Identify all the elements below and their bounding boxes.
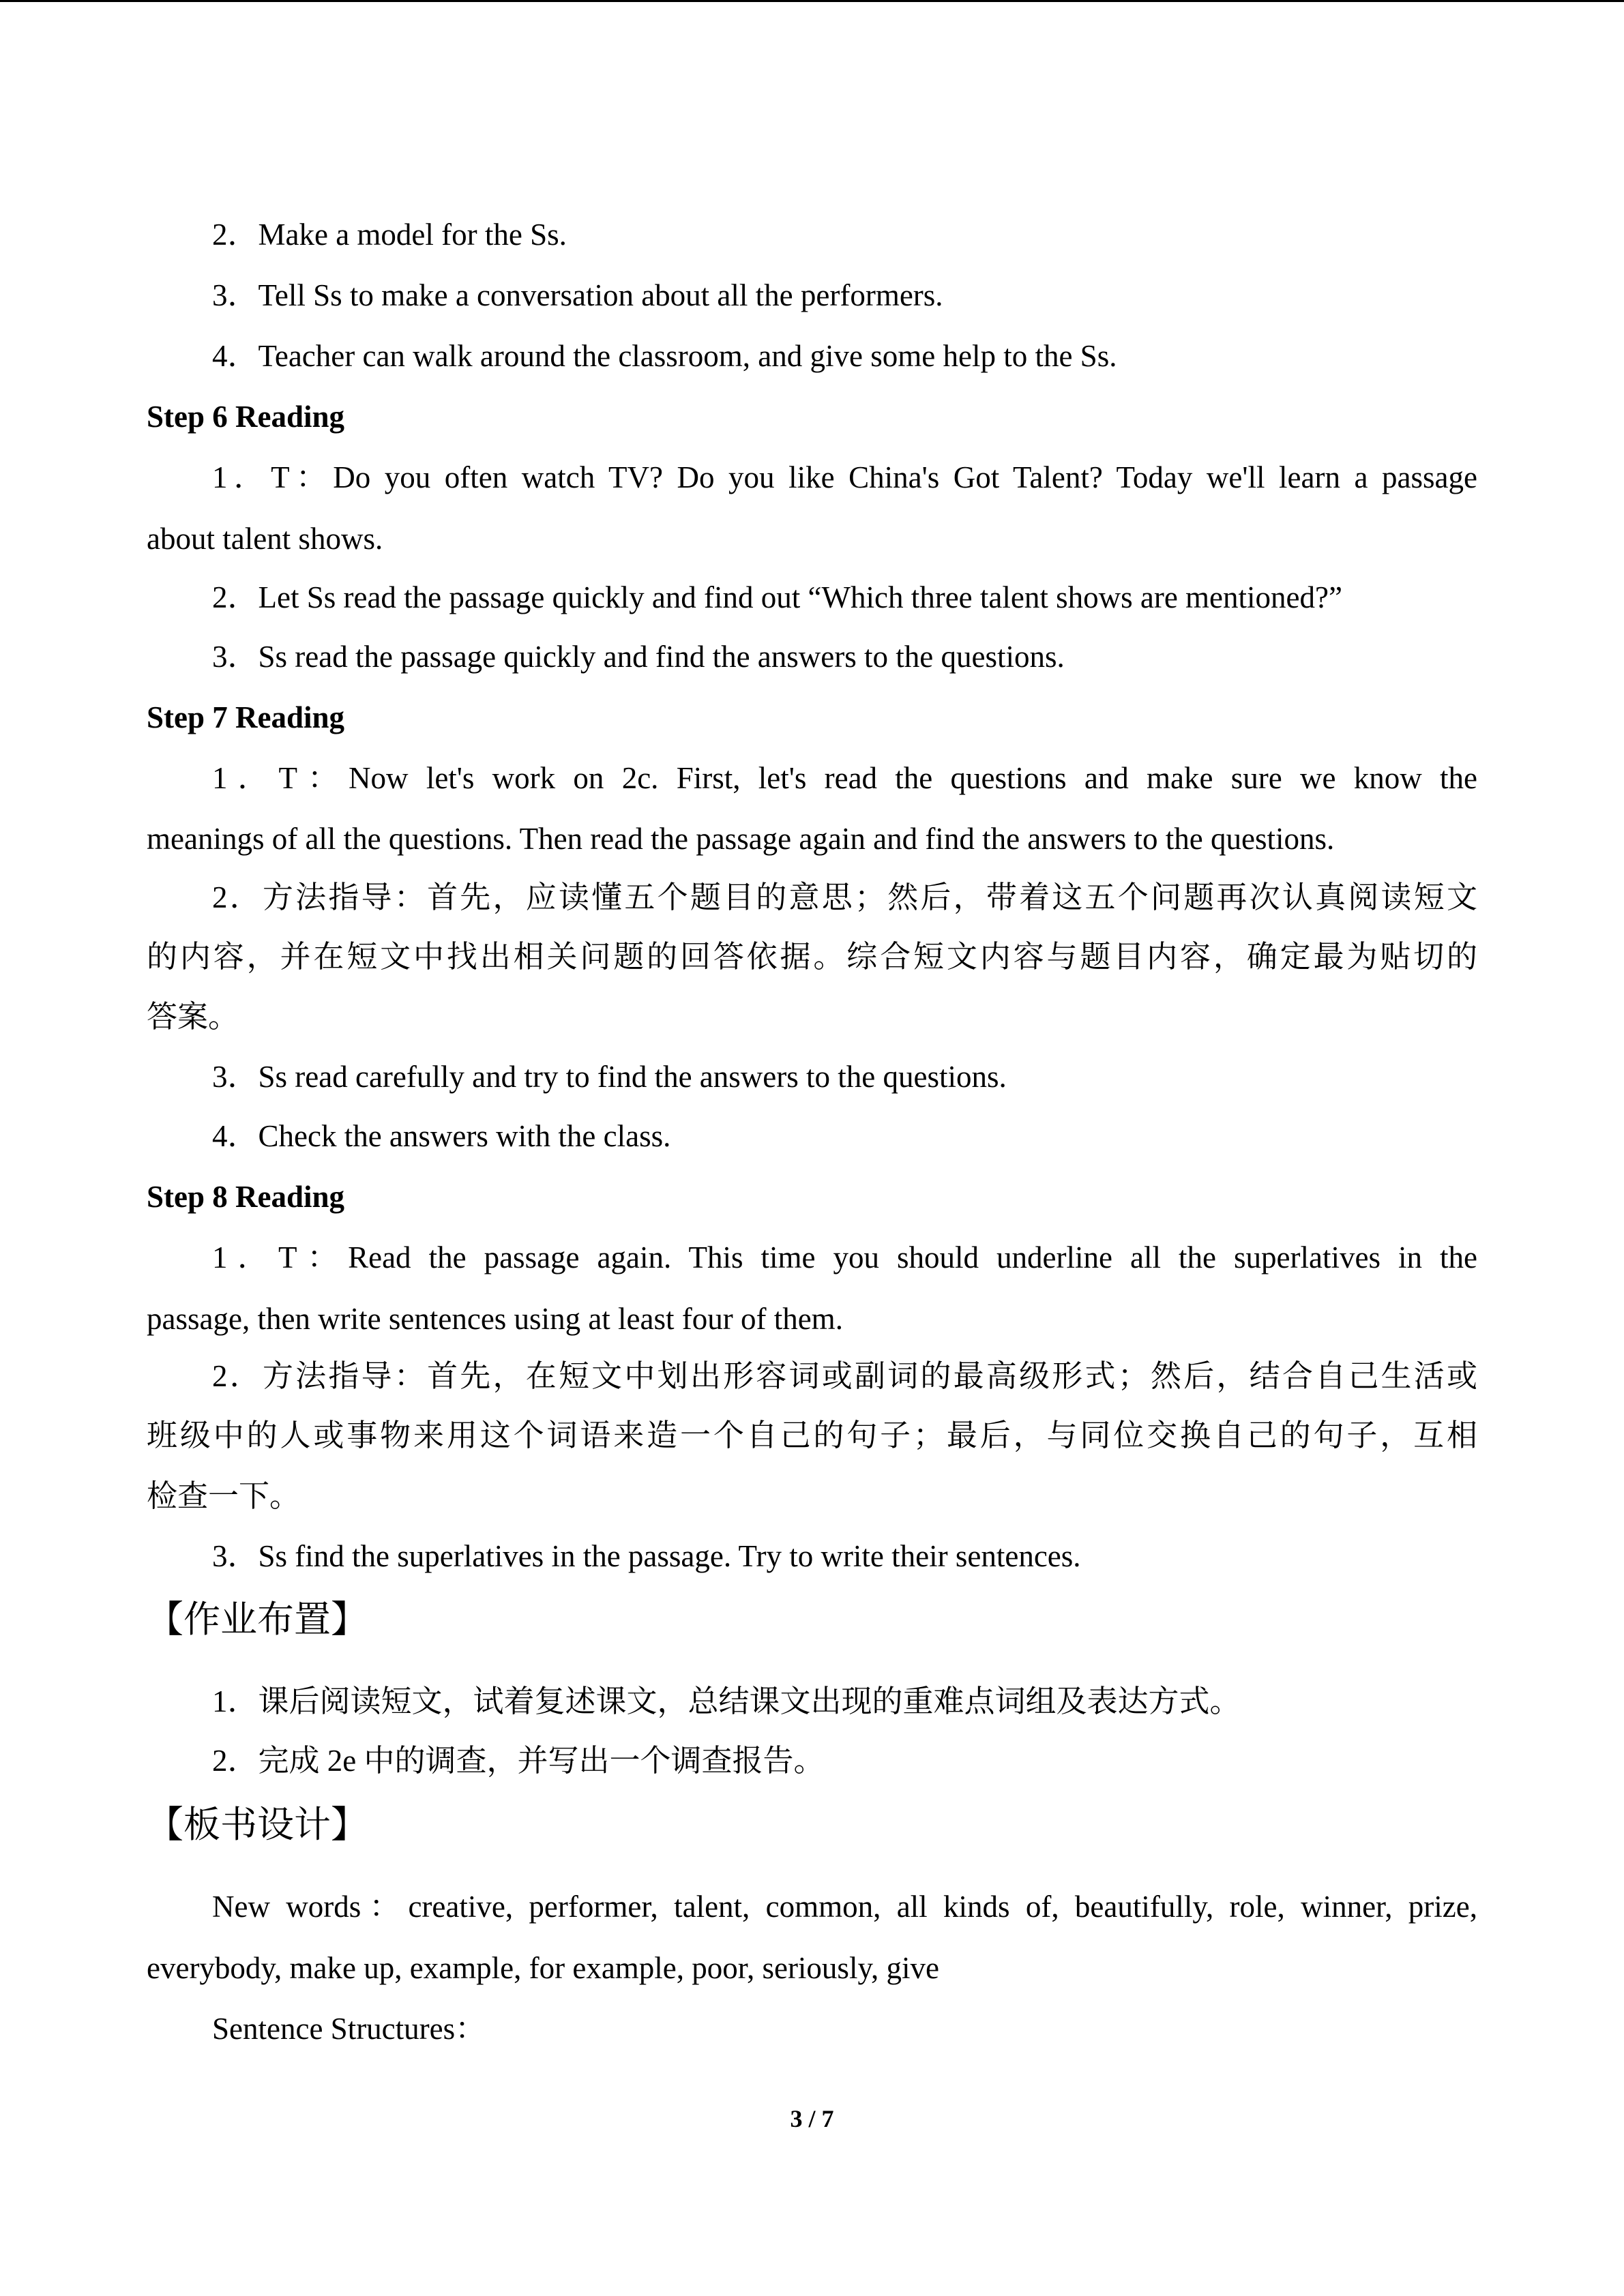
list-item: 3．Ss read the passage quickly and find the answers to the questions. [212, 640, 1065, 674]
section-heading-board-design: 【板书设计】 [147, 1803, 368, 1846]
paragraph-line: about talent shows. [147, 522, 383, 556]
list-item: 2．完成 2e 中的调查，并写出一个调查报告。 [212, 1744, 825, 1778]
list-item: 1．T：Now let's work on 2c. First, let's read the questions and make sure we know the [212, 761, 1477, 795]
paragraph-line: 的内容，并在短文中找出相关问题的回答依据。综合短文内容与题目内容，确定最为贴切的 [147, 940, 1477, 974]
paragraph-line: Sentence Structures： [212, 2012, 486, 2046]
list-item: 3．Ss find the superlatives in the passage. Try to write their sentences. [212, 1539, 1081, 1573]
page-number: 3 / 7 [790, 2105, 834, 2132]
list-item: 3．Ss read carefully and try to find the answers to the questions. [212, 1060, 1007, 1094]
step-heading: Step 6 Reading [147, 400, 345, 434]
top-border-line [0, 0, 1624, 2]
step-heading: Step 7 Reading [147, 700, 345, 734]
list-item: 2．方法指导：首先，应读懂五个题目的意思；然后，带着这五个问题再次认真阅读短文 [212, 880, 1477, 914]
paragraph-line: everybody, make up, example, for example, poor, seriously, give [147, 1951, 940, 1985]
list-item: 3．Tell Ss to make a conversation about all the performers. [212, 278, 943, 312]
paragraph-line: 检查一下。 [147, 1479, 301, 1513]
list-item: 2．Let Ss read the passage quickly and find out “Which three talent shows are mentioned?” [212, 580, 1342, 614]
list-item: 1．T：Do you often watch TV? Do you like China's Got Talent? Today we'll learn a passage [212, 460, 1477, 494]
step-heading: Step 8 Reading [147, 1180, 345, 1214]
list-item: 4．Check the answers with the class. [212, 1119, 671, 1153]
paragraph-line: meanings of all the questions. Then read the passage again and find the answers to the questions. [147, 822, 1335, 856]
paragraph-line: 班级中的人或事物来用这个词语来造一个自己的句子；最后，与同位交换自己的句子，互相 [147, 1418, 1477, 1452]
list-item: 1．课后阅读短文，试着复述课文，总结课文出现的重难点词组及表达方式。 [212, 1684, 1241, 1718]
section-heading-homework: 【作业布置】 [147, 1598, 368, 1641]
list-item: 1．T：Read the passage again. This time you should underline all the superlatives in the [212, 1240, 1477, 1274]
paragraph-line: passage, then write sentences using at least four of them. [147, 1302, 843, 1336]
paragraph-line: 答案。 [147, 1000, 239, 1034]
list-item: 4．Teacher can walk around the classroom, and give some help to the Ss. [212, 339, 1117, 373]
list-item: 2．Make a model for the Ss. [212, 218, 567, 252]
list-item: 2．方法指导：首先，在短文中划出形容词或副词的最高级形式；然后，结合自己生活或 [212, 1359, 1477, 1393]
paragraph-line: New words：creative, performer, talent, common, all kinds of, beautifully, role, winner, prize, [212, 1890, 1477, 1924]
